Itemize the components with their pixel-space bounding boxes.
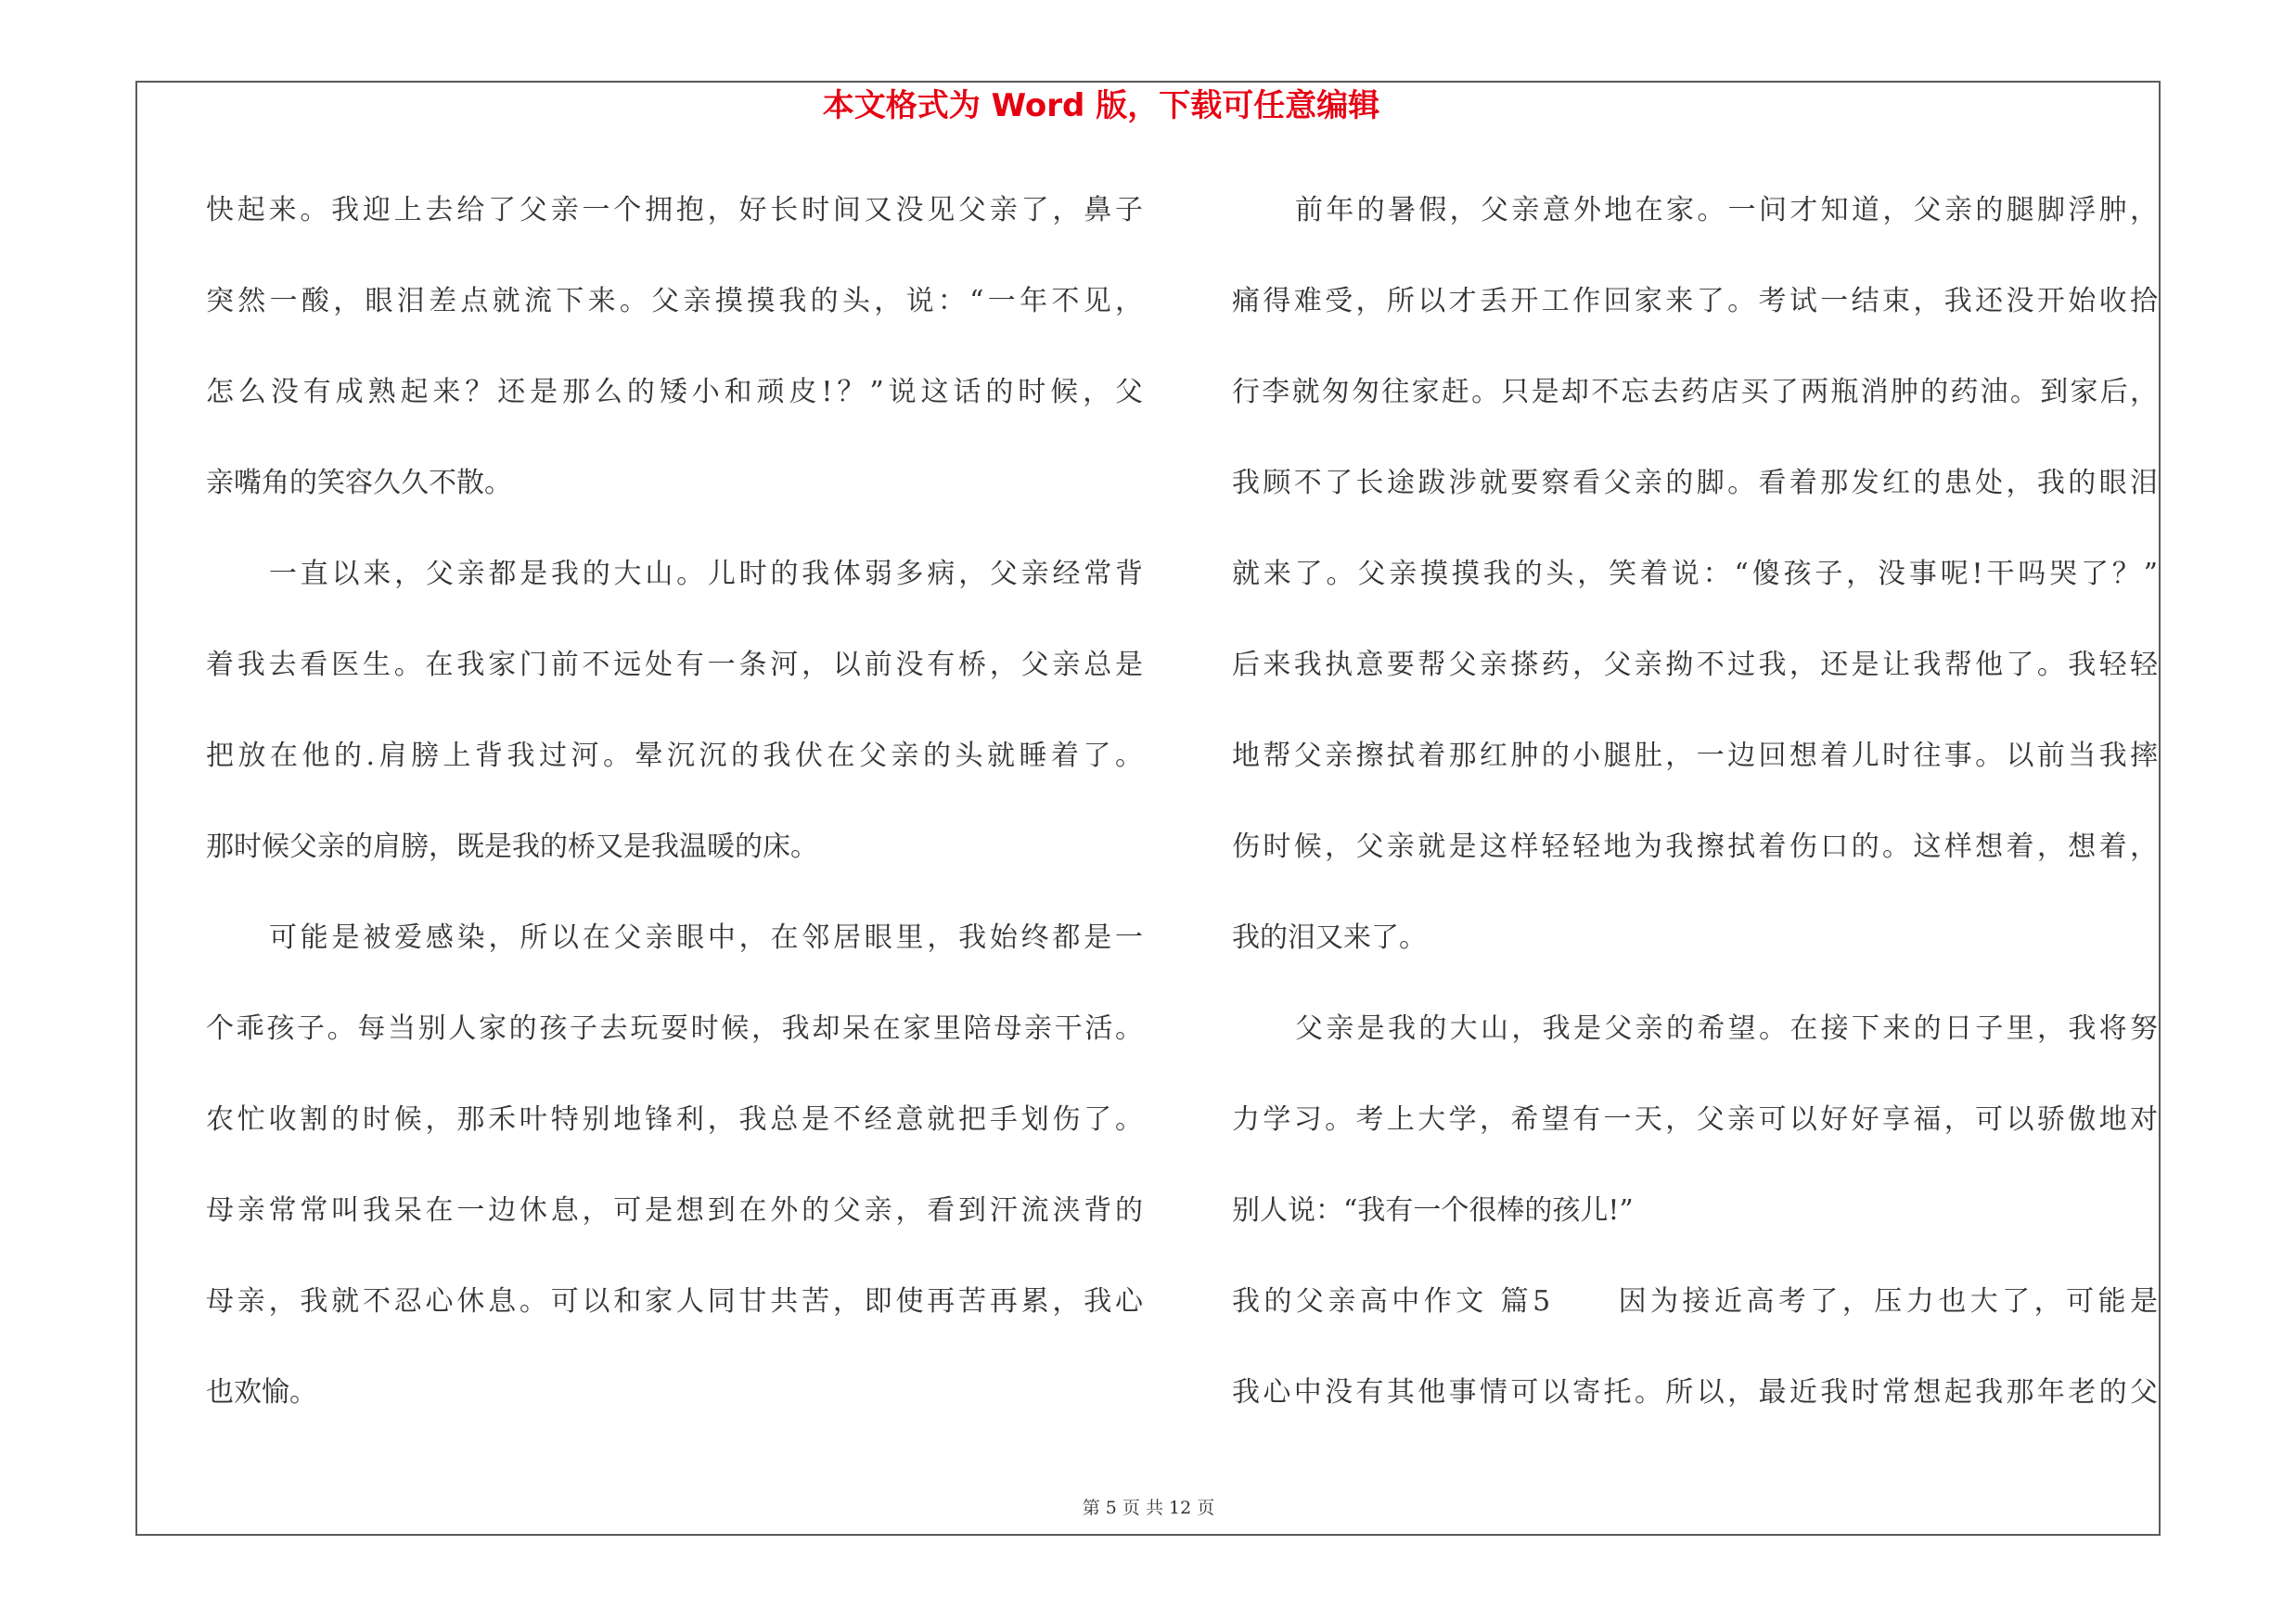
text-line: 我的泪又来了。 <box>1232 921 1427 954</box>
text-line: 力学习。考上大学，希望有一天，父亲可以好好享福，可以骄傲地对 <box>1232 1103 2158 1136</box>
paragraph <box>206 165 1143 529</box>
text-line: 怎么没有成熟起来？还是那么的矮小和顽皮!？”说这话的时候，父 <box>206 376 1143 408</box>
text-line: 农忙收割的时候，那禾叶特别地锋利，我总是不经意就把手划伤了。 <box>206 1103 1143 1136</box>
text-line: 后来我执意要帮父亲搽药，父亲拗不过我，还是让我帮他了。我轻轻 <box>1232 649 2158 681</box>
paragraph <box>1232 1256 2158 1438</box>
text-line: 伤时候，父亲就是这样轻轻地为我擦拭着伤口的。这样想着，想着， <box>1232 831 2158 863</box>
text-line: 我心中没有其他事情可以寄托。所以，最近我时常想起我那年老的父 <box>1232 1376 2158 1409</box>
text-line: 那时候父亲的肩膀，既是我的桥又是我温暖的床。 <box>206 831 818 863</box>
paragraph <box>1232 165 2158 984</box>
paragraph <box>206 529 1143 893</box>
text-line: 突然一酸，眼泪差点就流下来。父亲摸摸我的头，说：“一年不见， <box>206 285 1143 317</box>
text-line: 前年的暑假，父亲意外地在家。一问才知道，父亲的腿脚浮肿， <box>1295 194 2158 226</box>
text-line: 母亲，我就不忍心休息。可以和家人同甘共苦，即使再苦再累，我心 <box>206 1285 1143 1318</box>
paragraph <box>1232 984 2158 1256</box>
text-line: 就来了。父亲摸摸我的头，笑着说：“傻孩子，没事呢!干吗哭了？” <box>1232 558 2158 590</box>
right-column <box>1232 165 2158 1438</box>
text-line: 快起来。我迎上去给了父亲一个拥抱，好长时间又没见父亲了，鼻子 <box>206 194 1143 226</box>
header-notice: 本文格式为 Word 版，下载可任意编辑 <box>822 87 1380 124</box>
text-line: 着我去看医生。在我家门前不远处有一条河，以前没有桥，父亲总是 <box>206 649 1143 681</box>
text-line: 个乖孩子。每当别人家的孩子去玩耍时候，我却呆在家里陪母亲干活。 <box>206 1012 1143 1045</box>
paragraph <box>206 893 1143 1438</box>
text-line: 我顾不了长途跋涉就要察看父亲的脚。看着那发红的患处，我的眼泪 <box>1232 467 2158 499</box>
text-line: 痛得难受，所以才丢开工作回家来了。考试一结束，我还没开始收拾 <box>1232 285 2158 317</box>
text-line: 可能是被爱感染，所以在父亲眼中，在邻居眼里，我始终都是一 <box>269 921 1143 954</box>
text-line: 别人说：“我有一个很棒的孩儿!” <box>1232 1194 1634 1227</box>
text-line: 一直以来，父亲都是我的大山。儿时的我体弱多病，父亲经常背 <box>269 558 1143 590</box>
text-line: 地帮父亲擦拭着那红肿的小腿肚，一边回想着儿时往事。以前当我摔 <box>1232 740 2158 772</box>
text-line: 行李就匆匆往家赶。只是却不忘去药店买了两瓶消肿的药油。到家后， <box>1232 376 2158 408</box>
text-line: 亲嘴角的笑容久久不散。 <box>206 467 512 499</box>
text-line: 父亲是我的大山，我是父亲的希望。在接下来的日子里，我将努 <box>1295 1012 2158 1045</box>
text-line: 母亲常常叫我呆在一边休息，可是想到在外的父亲，看到汗流浃背的 <box>206 1194 1143 1227</box>
page-number: 第 5 页 共 12 页 <box>1082 1498 1215 1518</box>
text-line: 把放在他的.肩膀上背我过河。晕沉沉的我伏在父亲的头就睡着了。 <box>206 740 1143 772</box>
text-line: 我的父亲高中作文 篇5 因为接近高考了，压力也大了，可能是 <box>1232 1285 2158 1318</box>
left-column <box>206 165 1143 1438</box>
text-line: 也欢愉。 <box>206 1376 317 1409</box>
